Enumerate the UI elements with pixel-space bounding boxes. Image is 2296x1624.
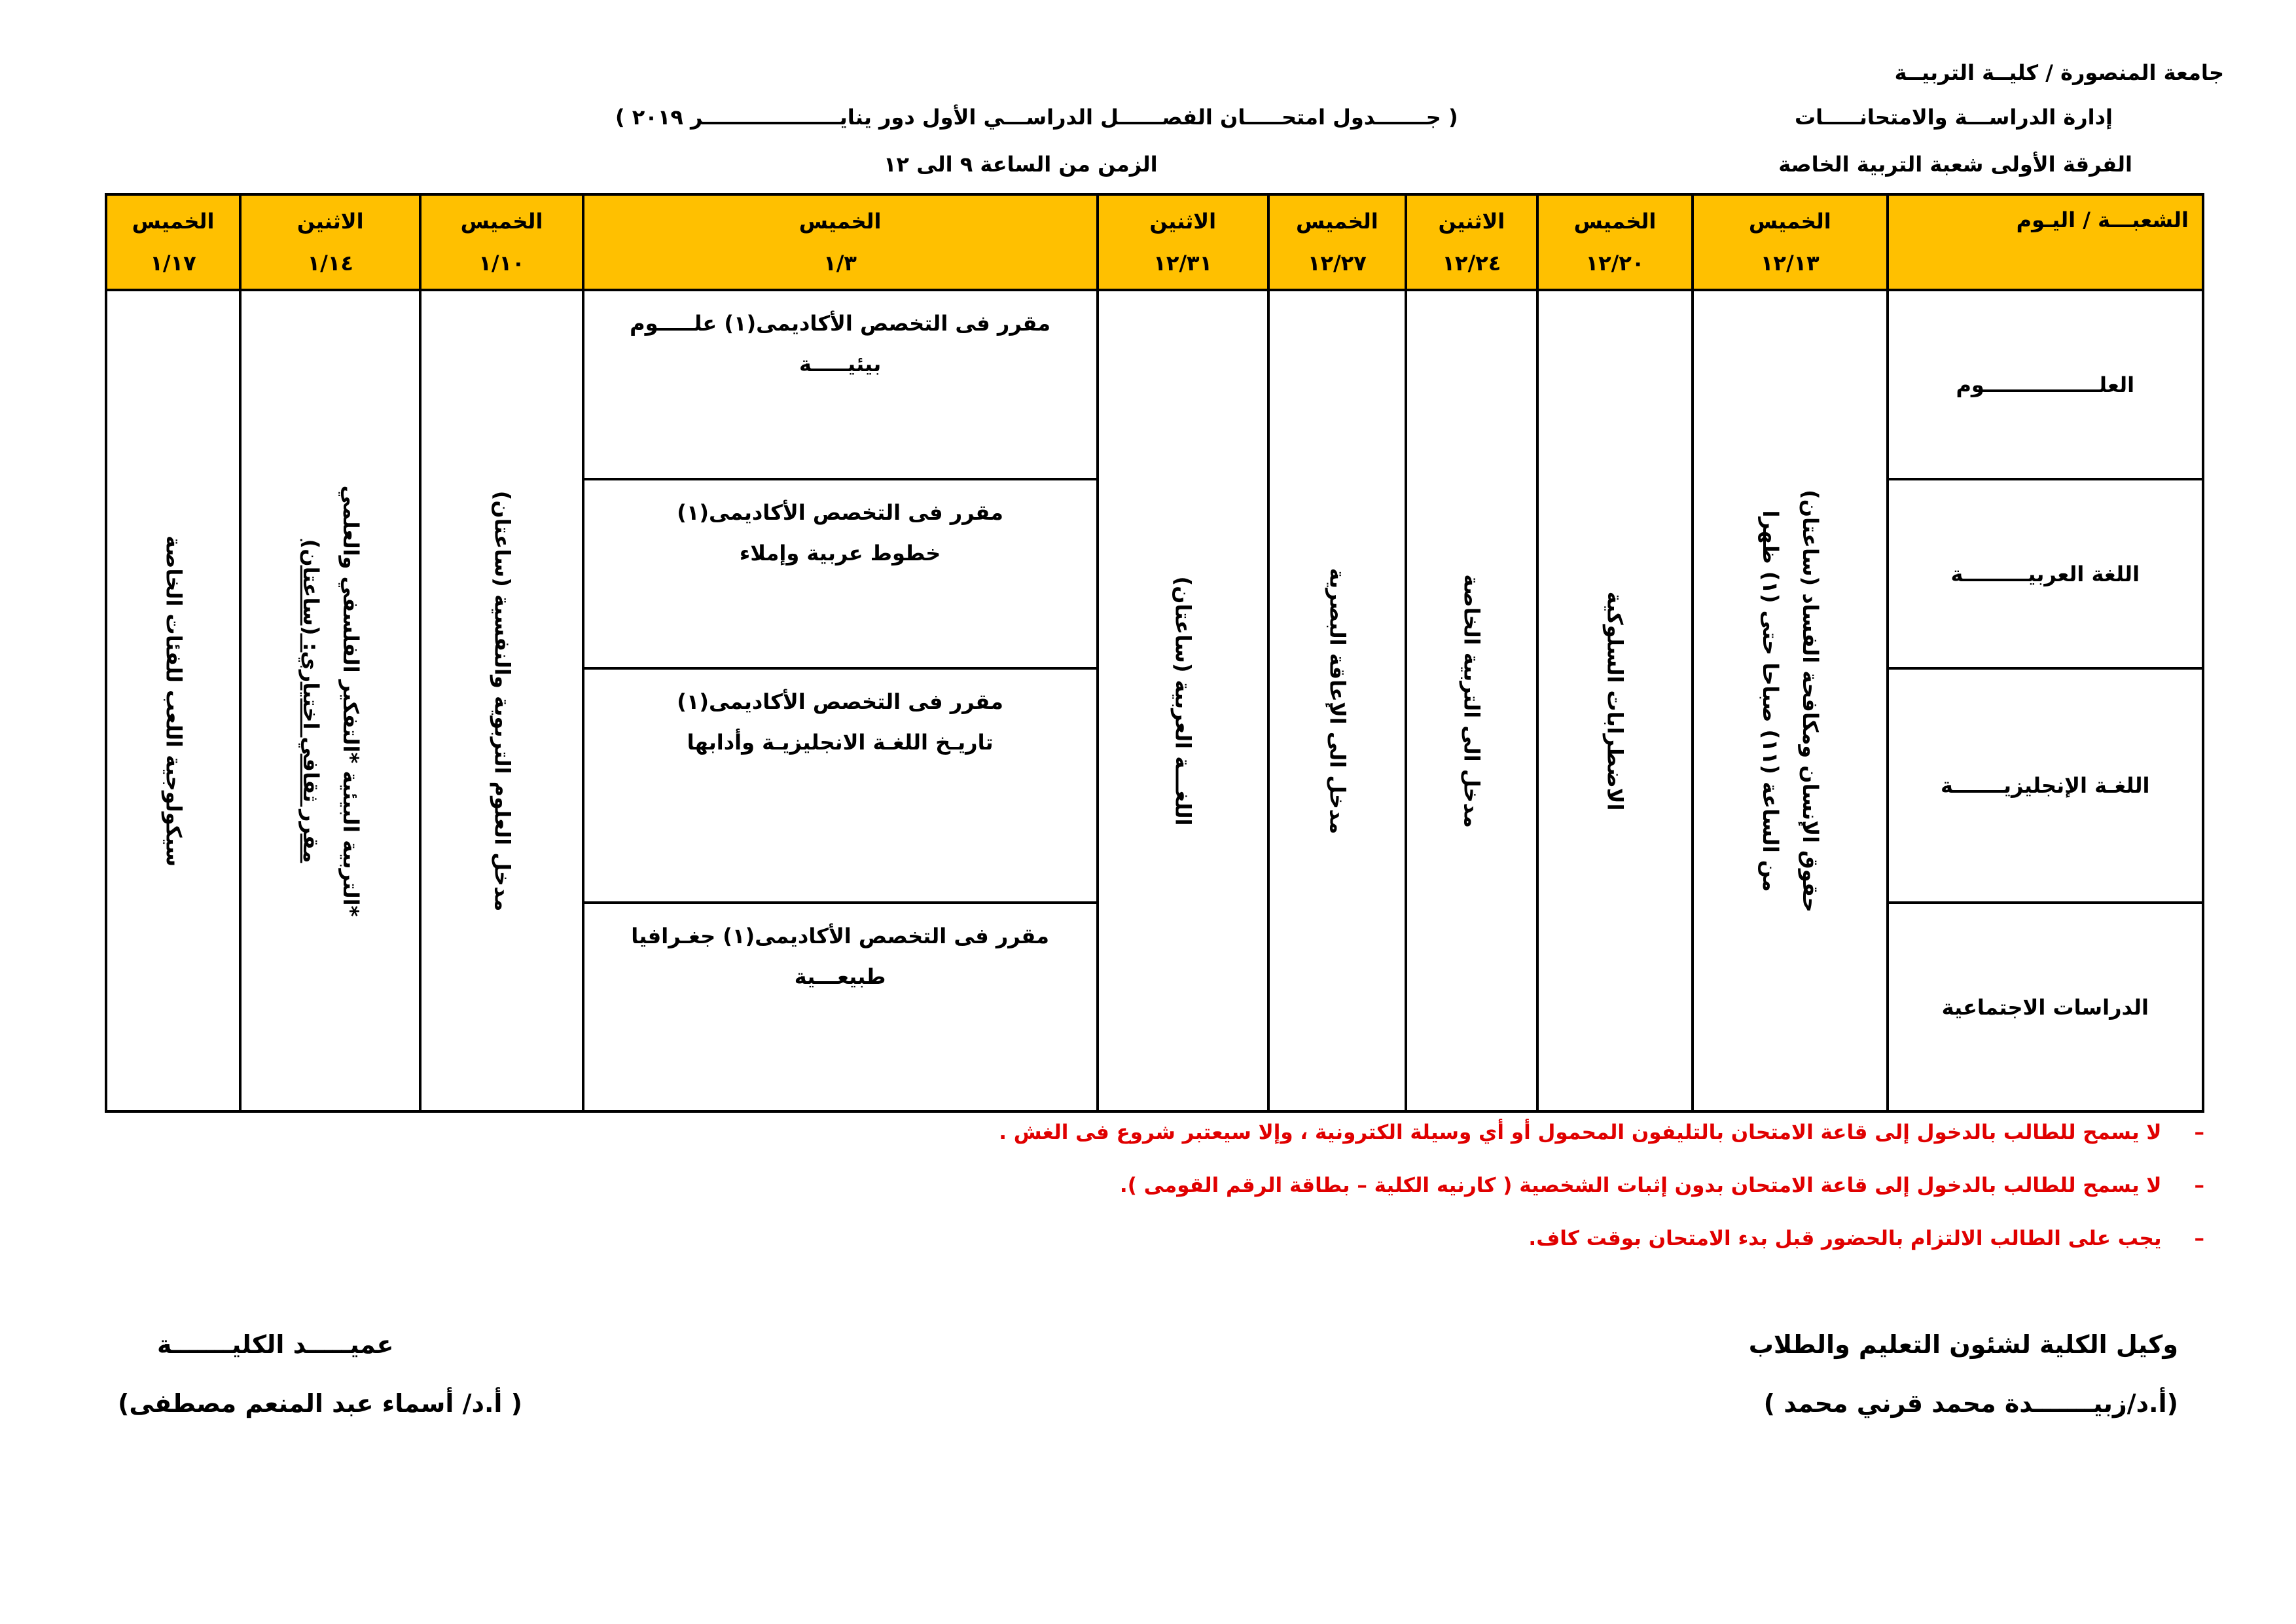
- day-header: الاثنين ١٢/٣١: [1098, 194, 1268, 290]
- corner-header: الشعبـــة / اليـوم: [1888, 194, 2203, 290]
- subject-cell: مقرر فى التخصص الأكاديمى(١) خطوط عربية وإملاء: [583, 479, 1098, 668]
- schedule-title: ( جـــــــدول امتحـــــان الفصــــــل الدراســـي الأول دور ينايـــــــــــــــــــر ٢٠١٩ ): [615, 105, 1458, 130]
- vice-dean-name: (أ.د/زبيـــــــدة محمد قرني محمد ): [1763, 1389, 2178, 1418]
- dean-name: ( أ.د/ أسماء عبد المنعم مصطفى): [118, 1389, 523, 1418]
- header-row: [106, 194, 2203, 290]
- note-id: –لا يسمح للطالب بالدخول إلى قاعة الامتحان بدون إثبات الشخصية ( كارنيه الكلية – بطاقة الرقم القومى ).: [1119, 1174, 2204, 1197]
- day-header: الخميس ١٢/٢٧: [1268, 194, 1406, 290]
- subject-cell: مقرر فى التخصص الأكاديمى(١) علـــــوم بيئيـــــة: [583, 290, 1098, 479]
- vice-dean-title: وكيل الكلية لشئون التعليم والطلاب: [1748, 1330, 2178, 1359]
- course-cell: مدخل العلوم التربوية والنفسية (ساعتان): [420, 290, 583, 1111]
- day-header: الخميس ١/٣: [583, 194, 1098, 290]
- course-cell: اللغـــة العربية (ساعتان): [1098, 290, 1268, 1111]
- note-phone: –لا يسمح للطالب بالدخول إلى قاعة الامتحان بالتليفون المحمول أو أي وسيلة الكترونية ، وإلا سيعتبر شروع فى الغش .: [999, 1121, 2204, 1144]
- course-cell: *التربية البيئية *التفكير الفلسفي والعلمي مقرر ثقافي اختياري: (ساعتان): [240, 290, 420, 1111]
- exam-time: الزمن من الساعة ٩ الى ١٢: [884, 152, 1158, 177]
- day-header: الاثنين ١٢/٢٤: [1406, 194, 1537, 290]
- day-header: الخميس ١٢/٢٠: [1537, 194, 1693, 290]
- course-cell: مدخل الى التربية الخاصة: [1406, 290, 1537, 1111]
- exam-schedule-table: [105, 193, 2204, 1113]
- division-label: اللغـة الإنجليزيـــــــة: [1888, 668, 2203, 903]
- day-header: الخميس ١/١٧: [106, 194, 240, 290]
- course-cell: سيكولوجية اللعب للفئات الخاصة: [106, 290, 240, 1111]
- course-cell: مدخل الى الإعاقة البصرية: [1268, 290, 1406, 1111]
- course-cell: حقوق الإنسان ومكافحة الفساد (ساعتان) من الساعة (١١) صباحا حتى (١) ظهرا: [1693, 290, 1887, 1111]
- division-label: العلــــــــــــــــوم: [1888, 290, 2203, 479]
- university-label: جامعة المنصورة / كليــة التربيــة: [1894, 60, 2224, 85]
- division-label: الدراسات الاجتماعية: [1888, 903, 2203, 1111]
- note-attendance: –يجب على الطالب الالتزام بالحضور قبل بدء الامتحان بوقت كاف.: [1528, 1227, 2204, 1250]
- subject-cell: مقرر فى التخصص الأكاديمى(١) تاريـخ اللغـة الانجليزيـة وأدابها: [583, 668, 1098, 903]
- division-label: اللغة العربيـــــــــة: [1888, 479, 2203, 668]
- day-header: الخميس ١٢/١٣: [1693, 194, 1887, 290]
- subject-cell: مقرر فى التخصص الأكاديمى(١) جغـرافيا طبيعـــية: [583, 903, 1098, 1111]
- day-header: الاثنين ١/١٤: [240, 194, 420, 290]
- day-header: الخميس ١/١٠: [420, 194, 583, 290]
- course-cell: الاضطرابات السلوكية: [1537, 290, 1693, 1111]
- group-label: الفرقة الأولى شعبة التربية الخاصة: [1778, 152, 2132, 177]
- dean-title: عميـــــد الكليـــــــة: [157, 1330, 394, 1359]
- department-label: إدارة الدراســـة والامتحانـــــات: [1794, 105, 2113, 130]
- division-row: [106, 290, 2203, 479]
